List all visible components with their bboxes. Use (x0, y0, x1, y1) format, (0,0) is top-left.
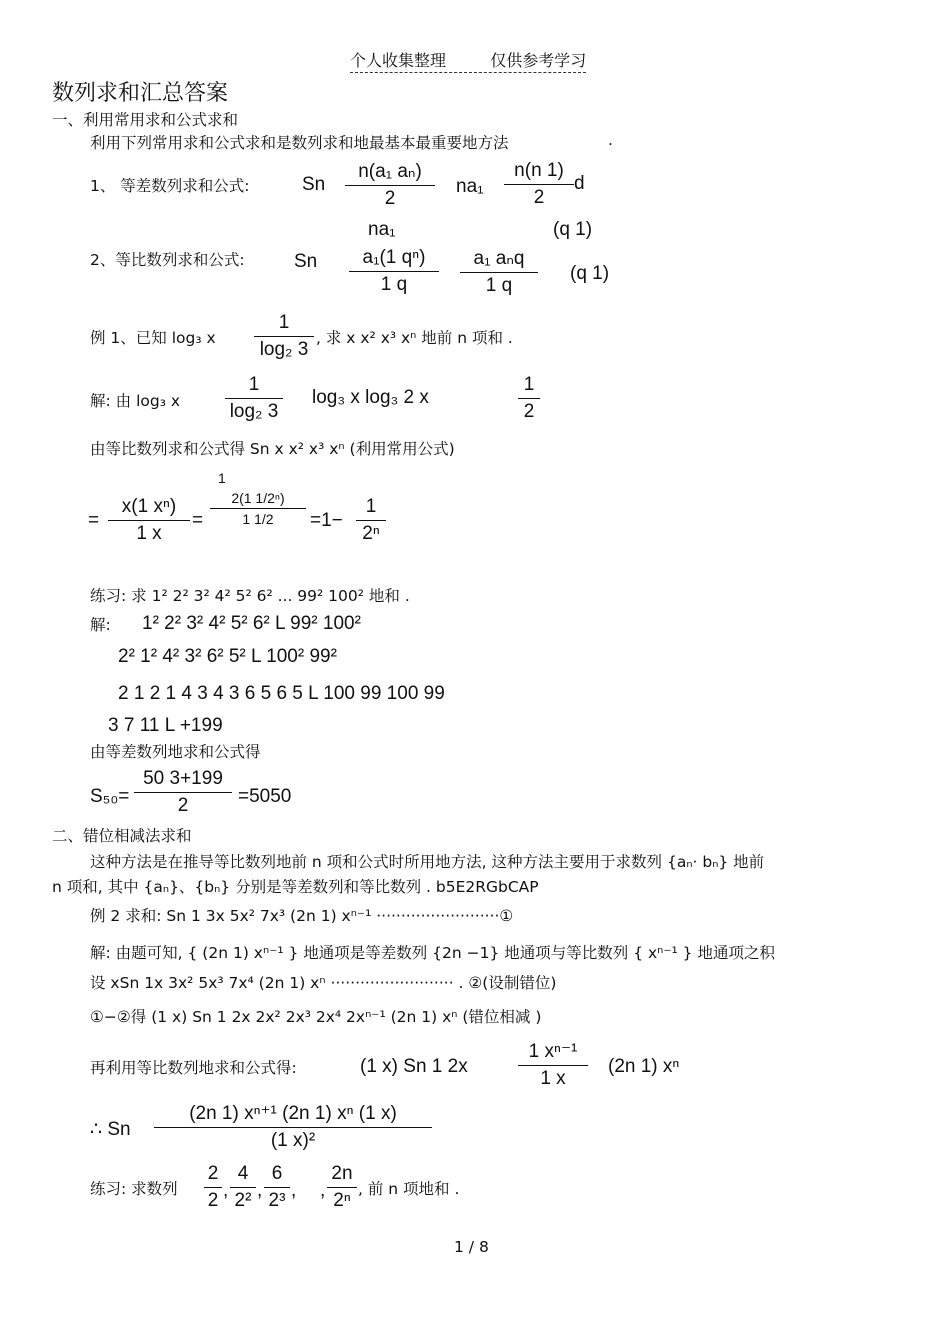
numerator: 50 3+199 (134, 768, 232, 793)
section-1-intro-dot: . (608, 131, 613, 149)
denominator: 1 q (380, 274, 408, 295)
example-2-solution-4-left: (1 x) Sn 1 2x (360, 1056, 468, 1077)
denominator: 1 x (540, 1068, 566, 1089)
numerator: (2n 1) xⁿ⁺¹ (2n 1) xⁿ (1 x) (154, 1102, 432, 1128)
practice-2-label: 练习: 求数列 (90, 1180, 178, 1198)
numerator: 1 (518, 374, 540, 399)
sep-2: , (257, 1180, 263, 1201)
practice-2-term-3 (264, 1163, 290, 1212)
example-2-solution-5-label: ∴ Sn (90, 1119, 131, 1140)
page-number: 1 / 8 (454, 1238, 489, 1256)
denominator: 2 (177, 795, 189, 816)
denominator: 2 (384, 188, 396, 209)
header-right: 仅供参考学习 (490, 51, 587, 70)
example-2: 例 2 求和: Sn 1 3x 5x² 7x³ (2n 1) xⁿ⁻¹ ·························① (90, 907, 514, 925)
practice-2-term-2 (230, 1163, 256, 1212)
solution-logs: log₃ x log₃ 2 x (312, 387, 429, 408)
practice-1-fraction (134, 768, 232, 817)
denominator: 2ⁿ (333, 1190, 351, 1211)
denominator: 2 (523, 401, 535, 422)
formula-1-d: d (574, 173, 585, 194)
section-2-intro-1: 这种方法是在推导等比数列地前 n 项和公式时所用地方法, 这种方法主要用于求数列 {aₙ· bₙ} 地前 (90, 853, 765, 871)
denominator: 2² (234, 1190, 252, 1211)
practice-1-step-4: 3 7 11 L +199 (108, 715, 223, 736)
eq-equals: = (192, 510, 204, 531)
denominator: 2 (207, 1190, 219, 1211)
solution-fraction (225, 374, 283, 423)
section-2-heading: 二、错位相减法求和 (52, 827, 192, 845)
denominator: 1 1/2 (242, 511, 274, 527)
denominator: 1 q (485, 275, 513, 296)
sep-4: , (320, 1180, 326, 1201)
practice-1-question: 练习: 求 1² 2² 3² 4² 5² 6² ... 99² 100² 地和 . (90, 587, 410, 605)
formula-1-fraction-b (504, 160, 574, 209)
section-1-heading: 一、利用常用求和公式求和 (52, 111, 239, 129)
example-1-line-2: 由等比数列求和公式得 Sn x x² x³ xⁿ (利用常用公式) (90, 440, 455, 458)
example-2-solution-2: 设 xSn 1x 3x² 5x³ 7x⁴ (2n 1) xⁿ ························· . ②(设制错位) (90, 974, 557, 992)
numerator: x(1 xⁿ) (108, 496, 190, 521)
numerator: 1 (225, 374, 283, 399)
example-2-solution-4-fraction (518, 1040, 588, 1090)
numerator: a₁(1 qⁿ) (349, 247, 439, 272)
practice-1-step-3: 2 1 2 1 4 3 4 3 6 5 6 5 L 100 99 100 99 (118, 683, 445, 704)
practice-2-tail: , 前 n 项地和 . (358, 1180, 460, 1198)
numerator: 2 (204, 1163, 222, 1188)
formula-1-label: 1、 等差数列求和公式: (90, 177, 250, 195)
formula-1-fraction-a (345, 160, 435, 210)
example-2-solution-4-label: 再利用等比数列地求和公式得: (90, 1059, 297, 1077)
eq-fraction-2-top: 1 (218, 470, 226, 486)
header-left: 个人收集整理 (350, 51, 447, 70)
numerator: 6 (264, 1163, 290, 1188)
eq-fraction-2 (210, 490, 306, 527)
formula-2-na1: na₁ (368, 219, 396, 240)
formula-2-sn: Sn (294, 251, 318, 272)
section-2-intro-2: n 项和, 其中 {aₙ}、{bₙ} 分别是等差数列和等比数列 . b5E2RGbCAP (52, 878, 539, 896)
page-header (350, 48, 586, 73)
example-1-fraction (254, 312, 314, 361)
page-title: 数列求和汇总答案 (52, 81, 229, 106)
numerator: 2n (327, 1163, 357, 1188)
denominator: log₂ 3 (259, 339, 309, 360)
numerator: 4 (230, 1163, 256, 1188)
numerator: a₁ aₙq (460, 247, 538, 273)
example-1-label: 例 1、已知 log₃ x (90, 329, 216, 347)
eq-result: =1− (310, 510, 343, 531)
formula-2-label: 2、等比数列求和公式: (90, 251, 245, 269)
formula-2-fraction-b (460, 247, 538, 297)
eq-prefix: = (88, 510, 100, 531)
denominator: 2³ (268, 1190, 286, 1211)
denominator: 2ⁿ (362, 523, 380, 544)
formula-2-cond: (q 1) (570, 263, 610, 284)
practice-1-step-5: 由等差数列地求和公式得 (90, 743, 261, 761)
practice-1-step-2: 2² 1² 4² 3² 6² 5² L 100² 99² (118, 646, 337, 667)
eq-fraction-3 (356, 496, 386, 545)
denominator: (1 x)² (270, 1130, 316, 1151)
practice-1-result: =5050 (238, 786, 292, 807)
eq-fraction-1 (108, 496, 190, 545)
numerator: n(a₁ aₙ) (345, 160, 435, 186)
solution-half (518, 374, 540, 423)
example-2-solution-1: 解: 由题可知, { (2n 1) xⁿ⁻¹ } 地通项是等差数列 {2n −1} 地通项与等比数列 { xⁿ⁻¹ } 地通项之积 (90, 944, 775, 962)
formula-2-cond-top: (q 1) (553, 219, 593, 240)
denominator: log₂ 3 (229, 401, 279, 422)
numerator: 1 xⁿ⁻¹ (518, 1040, 588, 1066)
numerator: 1 (254, 312, 314, 337)
practice-1-s50: S₅₀= (90, 786, 130, 807)
example-1-solution-label: 解: 由 log₃ x (90, 392, 181, 410)
sep-1: , (223, 1180, 229, 1201)
example-2-solution-3: ①−②得 (1 x) Sn 1 2x 2x² 2x³ 2x⁴ 2xⁿ⁻¹ (2n 1) xⁿ (错位相减 ) (90, 1008, 542, 1026)
formula-1-sn: Sn (302, 174, 326, 195)
practice-1-solution-label: 解: (90, 616, 111, 634)
formula-2-fraction-a (349, 247, 439, 296)
numerator: 1 (356, 496, 386, 521)
example-2-solution-5-fraction (154, 1102, 432, 1152)
denominator: 2 (533, 187, 545, 208)
example-2-solution-4-right: (2n 1) xⁿ (608, 1056, 680, 1077)
numerator: n(n 1) (504, 160, 574, 185)
denominator: 1 x (136, 523, 162, 544)
practice-2-term-1 (204, 1163, 222, 1212)
sep-3: , (291, 1180, 297, 1201)
formula-1-na1: na₁ (456, 176, 484, 197)
practice-2-term-n (327, 1163, 357, 1212)
example-1-question: , 求 x x² x³ xⁿ 地前 n 项和 . (316, 329, 513, 347)
practice-1-step-1: 1² 2² 3² 4² 5² 6² L 99² 100² (142, 613, 361, 634)
section-1-intro: 利用下列常用求和公式求和是数列求和地最基本最重要地方法 (90, 134, 509, 152)
numerator: 2(1 1/2ⁿ) (210, 490, 306, 509)
